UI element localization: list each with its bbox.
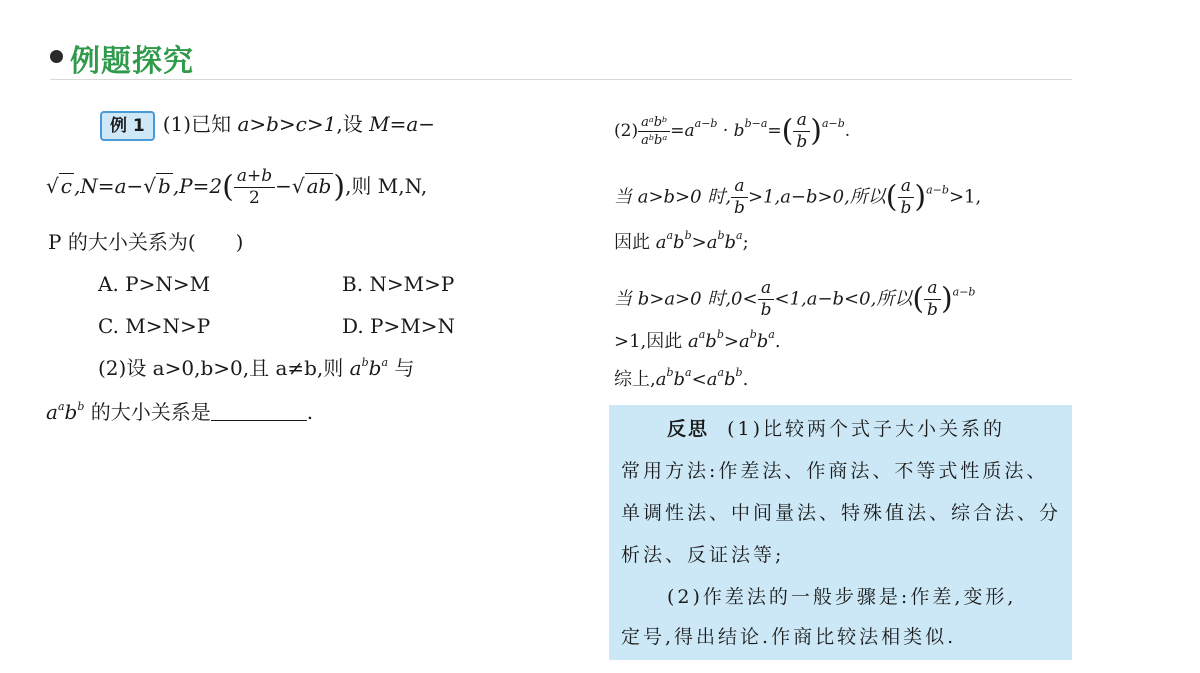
solution-line-4: 当 b>a>0 时,0< $\frac{a}{b}$ <1,a−b<0,所以( $\frac{a}{b}$ )$^{a-b}$ (614, 278, 976, 320)
answer-blank (211, 400, 307, 421)
solution-line-2: 当 a>b>0 时, $\frac{a}{b}$ >1,a−b>0,所以( $\frac{a}{b}$ )$^{a-b}$>1, (614, 176, 982, 218)
fraction-power-ratio: $\frac{\text{aᵃbᵇ}}{\text{aᵇbᵃ}}$ (638, 116, 670, 147)
reflection-line-5: (2)作差法的一般步骤是:作差,变形, (667, 586, 1017, 608)
problem-line-3: P 的大小关系为( ) (48, 230, 244, 254)
problem-line-1: 例 1 (1)已知 a>b>c>1,设 M=a− (100, 110, 435, 141)
choice-b: B. N>M>P (342, 272, 455, 296)
problem-line-2: √ c ,N=a−√ b ,P=2( $\frac{a+b}{2}$ −√ ab),则 M,N, (46, 166, 428, 208)
solution-line-6: 综上$,a^bb^a<a^ab^b$. (614, 366, 749, 390)
reflection-line-4: 析法、反证法等; (621, 544, 785, 566)
choice-a: A. P>N>M (98, 272, 211, 296)
bullet-icon (50, 50, 63, 63)
section-title: 例题探究 (70, 44, 194, 79)
reflection-line-6: 定号,得出结论.作商比较法相类似. (621, 626, 957, 648)
choice-d: D. P>M>N (342, 314, 455, 338)
reflection-line-3: 单调性法、中间量法、特殊值法、综合法、分 (621, 502, 1062, 524)
example-badge: 例 1 (100, 111, 155, 141)
solution-line-1: (2) $\frac{\text{aᵃbᵇ}}{\text{aᵇbᵃ}}$ $=a^{a-b} \cdot b^{b-a}=$( $\frac{a}{b}$ )$^{a-b}$. (614, 110, 851, 152)
sqrt-b: √ b (143, 174, 171, 198)
reflection-keyword: 反思 (667, 418, 710, 440)
solution-line-3: 因此 $a^ab^b>a^bb^a$; (614, 229, 749, 253)
problem2-line-1: (2)设 a>0,b>0,且 a≠b,则 $a^bb^a$ 与 (98, 356, 415, 380)
problem2-line-2: $a^ab^b$ 的大小关系是 . (46, 400, 314, 424)
fraction-a-plus-b-over-2: $\frac{a+b}{2}$ (234, 168, 275, 207)
solution-line-5: >1,因此 $a^ab^b>a^bb^a$. (614, 328, 781, 352)
sqrt-c: √ c (46, 174, 72, 198)
reflection-box (609, 405, 1072, 660)
reflection-line-2: 常用方法:作差法、作商法、不等式性质法、 (621, 460, 1049, 482)
choice-c: C. M>N>P (98, 314, 211, 338)
reflection-line-1: (1)比较两个式子大小关系的 (727, 418, 1006, 440)
header-divider (50, 79, 1072, 80)
sqrt-ab: √ ab (291, 174, 332, 198)
